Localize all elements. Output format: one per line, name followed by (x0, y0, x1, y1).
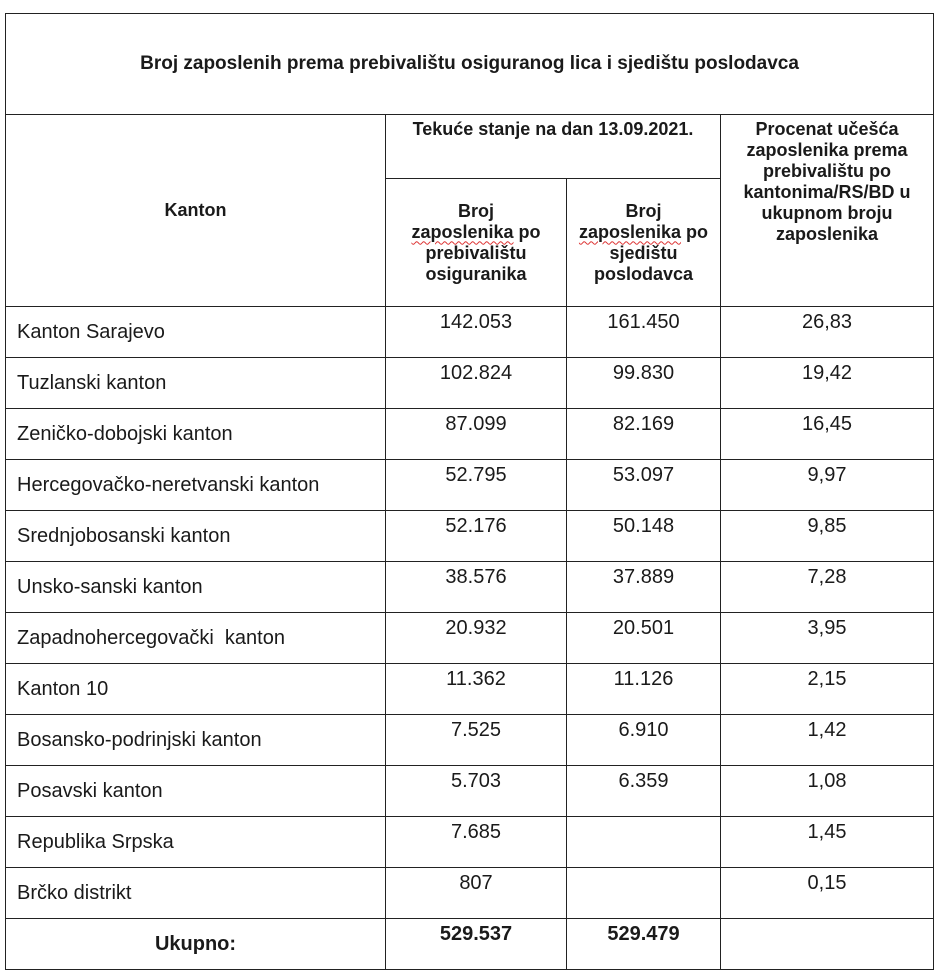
row-by-employer-seat: 20.501 (567, 613, 721, 664)
header-col2-word2: zaposlenika (578, 221, 682, 242)
header-col2-rest: po sjedištu poslodavca (593, 221, 709, 284)
row-percentage: 26,83 (721, 307, 934, 358)
row-name: Kanton 10 (6, 664, 386, 715)
row-by-employer-seat: 11.126 (567, 664, 721, 715)
header-col1-rest: po prebivalištu osiguranika (425, 221, 541, 284)
row-percentage: 7,28 (721, 562, 934, 613)
row-percentage: 2,15 (721, 664, 934, 715)
header-by-residence (386, 179, 567, 307)
header-percentage: Procenat učešća zaposlenika prema prebivalištu po kantonima/RS/BD u ukupnom broju zaposlenika (721, 115, 934, 307)
table-row (6, 766, 934, 817)
employment-table (5, 13, 934, 970)
row-by-employer-seat: 53.097 (567, 460, 721, 511)
row-by-employer-seat: 99.830 (567, 358, 721, 409)
row-by-residence: 52.176 (386, 511, 567, 562)
row-by-residence: 102.824 (386, 358, 567, 409)
row-by-residence: 11.362 (386, 664, 567, 715)
row-name: Unsko-sanski kanton (6, 562, 386, 613)
table-container (5, 13, 933, 970)
row-percentage: 1,42 (721, 715, 934, 766)
table-row (6, 358, 934, 409)
table-row (6, 715, 934, 766)
row-percentage: 9,97 (721, 460, 934, 511)
row-by-employer-seat (567, 868, 721, 919)
row-by-employer-seat: 37.889 (567, 562, 721, 613)
table-row (6, 664, 934, 715)
header-kanton: Kanton (6, 115, 386, 307)
row-by-residence: 142.053 (386, 307, 567, 358)
row-by-employer-seat: 161.450 (567, 307, 721, 358)
total-label: Ukupno: (6, 919, 386, 970)
row-by-residence: 20.932 (386, 613, 567, 664)
row-percentage: 16,45 (721, 409, 934, 460)
row-name: Posavski kanton (6, 766, 386, 817)
row-name: Hercegovačko-neretvanski kanton (6, 460, 386, 511)
row-by-employer-seat: 82.169 (567, 409, 721, 460)
header-col2-word1: Broj (625, 200, 662, 221)
row-by-residence: 38.576 (386, 562, 567, 613)
header-col1-word2: zaposlenika (411, 221, 514, 242)
total-row (6, 919, 934, 970)
header-col1-word1: Broj (458, 200, 494, 221)
row-by-residence: 87.099 (386, 409, 567, 460)
row-by-residence: 7.685 (386, 817, 567, 868)
row-name: Kanton Sarajevo (6, 307, 386, 358)
table-row (6, 307, 934, 358)
row-name: Bosansko-podrinjski kanton (6, 715, 386, 766)
total-percentage (721, 919, 934, 970)
row-percentage: 3,95 (721, 613, 934, 664)
row-by-residence: 807 (386, 868, 567, 919)
row-percentage: 1,45 (721, 817, 934, 868)
row-by-employer-seat: 50.148 (567, 511, 721, 562)
row-by-residence: 52.795 (386, 460, 567, 511)
row-name: Zapadnohercegovački kanton (6, 613, 386, 664)
table-row (6, 868, 934, 919)
row-name: Zeničko-dobojski kanton (6, 409, 386, 460)
header-row-1 (6, 115, 934, 179)
row-percentage: 0,15 (721, 868, 934, 919)
table-row (6, 409, 934, 460)
table-row (6, 613, 934, 664)
row-by-employer-seat: 6.910 (567, 715, 721, 766)
row-by-employer-seat: 6.359 (567, 766, 721, 817)
row-name: Brčko distrikt (6, 868, 386, 919)
title-row (6, 14, 934, 115)
row-name: Srednjobosanski kanton (6, 511, 386, 562)
row-by-employer-seat (567, 817, 721, 868)
table-row (6, 562, 934, 613)
row-by-residence: 5.703 (386, 766, 567, 817)
header-by-employer-seat (567, 179, 721, 307)
table-row (6, 511, 934, 562)
total-by-residence: 529.537 (386, 919, 567, 970)
table-row (6, 460, 934, 511)
row-by-residence: 7.525 (386, 715, 567, 766)
row-name: Tuzlanski kanton (6, 358, 386, 409)
header-current-state: Tekuće stanje na dan 13.09.2021. (386, 115, 721, 179)
row-percentage: 1,08 (721, 766, 934, 817)
table-row (6, 817, 934, 868)
table-title: Broj zaposlenih prema prebivalištu osiguranog lica i sjedištu poslodavca (6, 14, 934, 115)
row-percentage: 19,42 (721, 358, 934, 409)
row-percentage: 9,85 (721, 511, 934, 562)
total-by-employer-seat: 529.479 (567, 919, 721, 970)
row-name: Republika Srpska (6, 817, 386, 868)
